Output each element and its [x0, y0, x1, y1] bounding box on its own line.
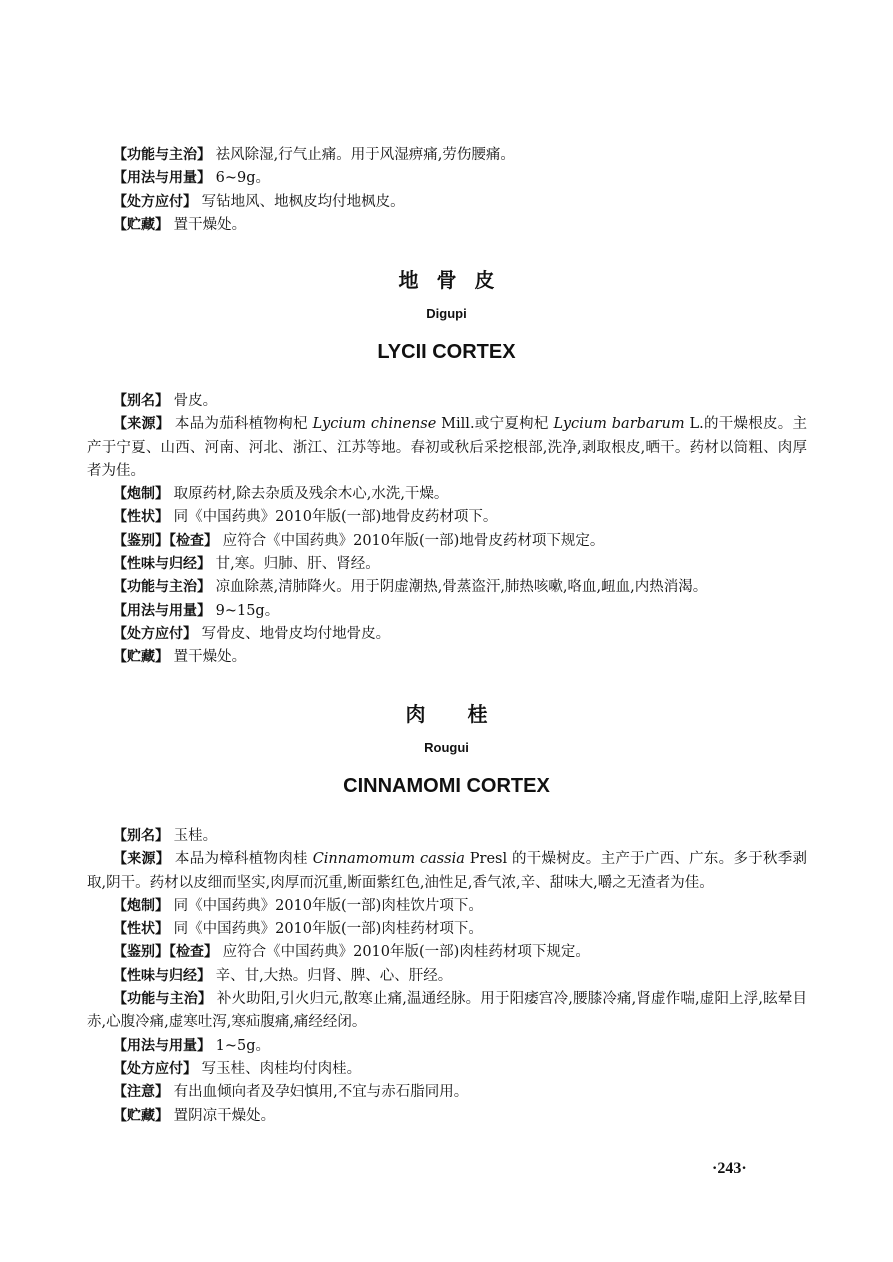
entry1-pinyin: Digupi: [426, 306, 467, 321]
section-text: 应符合《中国药典》2010年版(一部)地骨皮药材项下规定。: [218, 532, 605, 549]
source-text: 本品为茄科植物枸杞: [170, 416, 313, 433]
entry2-pinyin: Rougui: [424, 740, 469, 755]
section-text: 写钻地风、地枫皮均付地枫皮。: [197, 193, 405, 210]
entry-line: [87, 646, 807, 669]
section-tag: 【来源】: [113, 851, 171, 868]
section-text: 6~9g。: [211, 170, 270, 187]
section-text: 写玉桂、肉桂均付肉桂。: [197, 1060, 362, 1077]
entry-line: [87, 623, 807, 646]
section-text: 同《中国药典》2010年版(一部)地骨皮药材项下。: [169, 509, 498, 526]
source-paragraph: [87, 413, 807, 483]
section-text: 辛、甘,大热。归肾、脾、心、肝经。: [211, 967, 453, 984]
section-text: 祛风除湿,行气止痛。用于风湿痹痛,劳伤腰痛。: [211, 147, 515, 163]
source-text: Presl 的干燥树皮。主产于广西、广东。多于秋季剥取,阴干。药材以皮细而坚实,肉厚而沉重,断面紫红色,油性足,香气浓,辛、甜味大,嚼之无渣者为佳。: [87, 851, 808, 891]
entry-line: [87, 214, 807, 237]
entry-line: [87, 895, 807, 918]
section-text: 置干燥处。: [169, 216, 247, 233]
section-tag: 【贮藏】: [113, 1107, 169, 1124]
entry-line: [87, 530, 807, 553]
section-text: 凉血除蒸,清肺降火。用于阴虚潮热,骨蒸盗汗,肺热咳嗽,咯血,衄血,内热消渴。: [211, 579, 708, 596]
section-text: 甘,寒。归肺、肝、肾经。: [211, 556, 380, 573]
section-tag: 【炮制】: [113, 897, 169, 914]
section-text: 取原药材,除去杂质及残余木心,水洗,干燥。: [169, 486, 449, 503]
entry-line: [87, 483, 807, 506]
source-text: Mill.或宁夏枸杞: [436, 416, 554, 433]
alias-line: [87, 825, 807, 848]
section-tag: 【来源】: [113, 416, 171, 433]
entry-line: [87, 1105, 807, 1128]
section-tag: 【性味与归经】: [113, 967, 211, 984]
section-tag: 【鉴别】【检查】: [113, 944, 218, 961]
entry-line: [87, 600, 807, 623]
entry2-latin-title: CINNAMOMI CORTEX: [343, 775, 550, 797]
section-tag: 【用法与用量】: [113, 602, 211, 619]
entry-line: [87, 918, 807, 941]
source-paragraph: [87, 848, 807, 895]
entry-line: [87, 191, 807, 214]
entry2-chinese-title: 肉桂: [405, 702, 530, 726]
section-text: 玉桂。: [169, 828, 218, 844]
page-number: ·243·: [712, 1160, 747, 1177]
entry-line: [87, 506, 807, 529]
entry-line: [87, 965, 807, 988]
entry-line: [87, 941, 807, 964]
section-tag: 【性状】: [113, 509, 169, 526]
section-text: 置干燥处。: [169, 649, 247, 666]
entry1-latin-title: LYCII CORTEX: [377, 341, 516, 363]
section-tag: 【贮藏】: [113, 216, 169, 233]
section-tag: 【功能与主治】: [113, 991, 213, 1008]
section-tag: 【处方应付】: [113, 625, 197, 642]
section-tag: 【功能与主治】: [113, 579, 211, 596]
section-tag: 【注意】: [113, 1084, 169, 1101]
entry-line: [87, 576, 807, 599]
entry-line: [87, 988, 807, 1035]
entry-line: [87, 1081, 807, 1104]
section-tag: 【炮制】: [113, 486, 169, 503]
alias-line: [87, 390, 807, 413]
section-tag: 【性味与归经】: [113, 556, 211, 573]
section-text: 补火助阳,引火归元,散寒止痛,温通经脉。用于阳痿宫冷,腰膝冷痛,肾虚作喘,虚阳上浮,眩晕目赤,心腹冷痛,虚寒吐泻,寒疝腹痛,痛经经闭。: [87, 991, 807, 1031]
section-tag: 【用法与用量】: [113, 1037, 211, 1054]
latin-species-name: Lycium chinense: [312, 416, 437, 433]
entry-line: [87, 553, 807, 576]
section-tag: 【贮藏】: [113, 649, 169, 666]
source-text: L.的干燥根皮。主产于宁夏、山西、河南、河北、浙江、江苏等地。春初或秋后采挖根部,洗净,剥取根皮,晒干。药材以筒粗、肉厚者为佳。: [87, 416, 808, 479]
section-text: 9~15g。: [211, 602, 280, 619]
section-tag: 【处方应付】: [113, 193, 197, 210]
section-tag: 【性状】: [113, 921, 169, 938]
section-text: 应符合《中国药典》2010年版(一部)肉桂药材项下规定。: [218, 944, 590, 961]
entry-line: [87, 1058, 807, 1081]
section-tag: 【用法与用量】: [113, 170, 211, 187]
section-text: 同《中国药典》2010年版(一部)肉桂药材项下。: [169, 921, 483, 938]
section-text: 1~5g。: [211, 1037, 270, 1054]
section-tag: 【别名】: [113, 828, 169, 844]
section-text: 有出血倾向者及孕妇慎用,不宜与赤石脂同用。: [169, 1084, 469, 1101]
section-tag: 【功能与主治】: [113, 147, 211, 163]
latin-species-name: Cinnamomum cassia: [312, 851, 465, 868]
entry-line: [87, 167, 807, 190]
section-tag: 【别名】: [113, 393, 169, 409]
section-tag: 【鉴别】【检查】: [113, 532, 218, 549]
source-text: 本品为樟科植物肉桂: [170, 851, 313, 868]
latin-species-name: Lycium barbarum: [553, 416, 685, 433]
entry2-body: [87, 825, 807, 1128]
entry-line: [87, 1035, 807, 1058]
entry1-chinese-title: 地骨皮: [398, 268, 513, 292]
section-text: 置阴凉干燥处。: [169, 1107, 276, 1124]
section-text: 同《中国药典》2010年版(一部)肉桂饮片项下。: [169, 897, 483, 914]
entry-line: [87, 144, 807, 167]
section-text: 写骨皮、地骨皮均付地骨皮。: [197, 625, 391, 642]
section-tag: 【处方应付】: [113, 1060, 197, 1077]
section-text: 骨皮。: [169, 393, 218, 409]
top-continuation-block: [87, 144, 807, 237]
entry1-body: [87, 390, 807, 670]
